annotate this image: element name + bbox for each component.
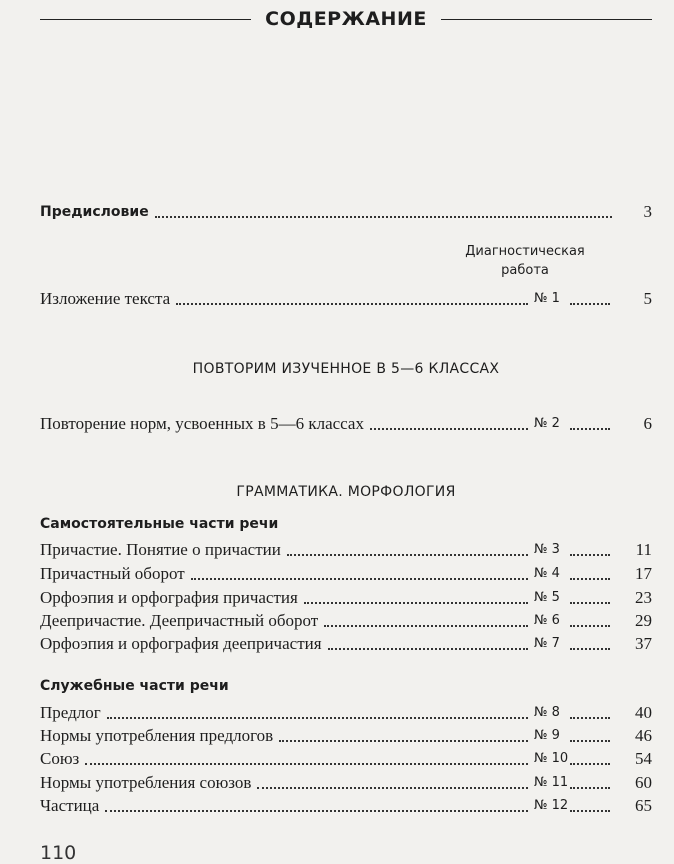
diagnostic-column-header	[450, 242, 600, 280]
toc-entry[interactable]	[40, 794, 652, 816]
entry-work-number: № 1	[534, 291, 560, 306]
dot-leader	[570, 717, 610, 719]
entry-label: Изложение текста	[40, 289, 171, 308]
toc-header	[40, 6, 652, 32]
entry-label: Нормы употребления предлогов	[40, 726, 274, 745]
entry-label: Предлог	[40, 703, 101, 722]
dot-leader	[304, 602, 528, 604]
subsection-title-independent: Самостоятельные части речи	[40, 516, 279, 532]
toc-entry[interactable]	[40, 632, 652, 654]
toc-entry[interactable]	[40, 412, 652, 434]
dot-leader	[287, 554, 528, 556]
toc-entry[interactable]	[40, 701, 652, 723]
toc-entry-preface[interactable]	[40, 200, 652, 222]
toc-entry[interactable]	[40, 562, 652, 584]
entry-page: 65	[635, 796, 652, 815]
entry-page: 11	[635, 540, 652, 559]
dot-leader	[85, 763, 528, 765]
entry-label: Деепричастие. Деепричастный оборот	[40, 611, 319, 630]
dot-leader	[105, 810, 528, 812]
entry-work-number: № 5	[534, 590, 560, 605]
dot-leader	[324, 625, 528, 627]
toc-entry[interactable]	[40, 609, 652, 631]
dot-leader	[155, 216, 612, 218]
dot-leader	[328, 648, 528, 650]
dot-leader	[570, 625, 610, 627]
entry-work-number: № 4	[534, 566, 560, 581]
toc-entry[interactable]	[40, 538, 652, 560]
entry-page: 29	[635, 611, 652, 630]
entry-page: 40	[635, 703, 652, 722]
section-title-review: ПОВТОРИМ ИЗУЧЕННОЕ В 5—6 КЛАССАХ	[192, 361, 500, 377]
dot-leader	[191, 578, 528, 580]
dot-leader	[570, 648, 610, 650]
entry-label: Причастный оборот	[40, 564, 185, 583]
entry-work-number: № 10	[534, 751, 569, 766]
entry-page: 3	[643, 202, 652, 221]
entry-page: 37	[635, 634, 652, 653]
toc-entry[interactable]	[40, 586, 652, 608]
entry-label: Орфоэпия и орфография причастия	[40, 588, 298, 607]
entry-page: 46	[635, 726, 652, 745]
header-rule-right	[441, 19, 652, 20]
dot-leader	[570, 303, 610, 305]
dot-leader	[570, 810, 610, 812]
entry-label: Предисловие	[40, 204, 149, 220]
dot-leader	[570, 787, 610, 789]
entry-label: Орфоэпия и орфография деепричастия	[40, 634, 322, 653]
section-title-grammar: ГРАММАТИКА. МОРФОЛОГИЯ	[236, 484, 456, 500]
toc-entry[interactable]	[40, 287, 652, 309]
toc-entry[interactable]	[40, 747, 652, 769]
entry-page: 5	[643, 289, 652, 308]
page-number: 110	[40, 842, 77, 864]
subsection-title-auxiliary: Служебные части речи	[40, 678, 229, 694]
entry-work-number: № 6	[534, 613, 560, 628]
dot-leader	[570, 602, 610, 604]
dot-leader	[370, 428, 528, 430]
toc-entry[interactable]	[40, 771, 652, 793]
entry-work-number: № 9	[534, 728, 560, 743]
dot-leader	[279, 740, 528, 742]
entry-page: 23	[635, 588, 652, 607]
entry-work-number: № 12	[534, 798, 569, 813]
diagnostic-header-line-2: работа	[501, 263, 549, 278]
entry-work-number: № 3	[534, 542, 560, 557]
entry-work-number: № 11	[534, 775, 569, 790]
entry-label: Союз	[40, 749, 80, 768]
entry-page: 6	[643, 414, 652, 433]
dot-leader	[570, 740, 610, 742]
dot-leader	[570, 428, 610, 430]
dot-leader	[107, 717, 528, 719]
entry-label: Нормы употребления союзов	[40, 773, 252, 792]
diagnostic-header-line-1: Диагностическая	[465, 244, 585, 259]
entry-page: 17	[635, 564, 652, 583]
entry-page: 54	[635, 749, 652, 768]
entry-work-number: № 7	[534, 636, 560, 651]
page-title: СОДЕРЖАНИЕ	[265, 8, 427, 30]
dot-leader	[176, 303, 528, 305]
entry-page: 60	[635, 773, 652, 792]
entry-label: Повторение норм, усвоенных в 5—6 классах	[40, 414, 364, 433]
entry-label: Причастие. Понятие о причастии	[40, 540, 281, 559]
header-rule-left	[40, 19, 251, 20]
toc-entry[interactable]	[40, 724, 652, 746]
entry-label: Частица	[40, 796, 100, 815]
dot-leader	[570, 578, 610, 580]
dot-leader	[257, 787, 528, 789]
dot-leader	[570, 763, 610, 765]
entry-work-number: № 8	[534, 705, 560, 720]
dot-leader	[570, 554, 610, 556]
entry-work-number: № 2	[534, 416, 560, 431]
